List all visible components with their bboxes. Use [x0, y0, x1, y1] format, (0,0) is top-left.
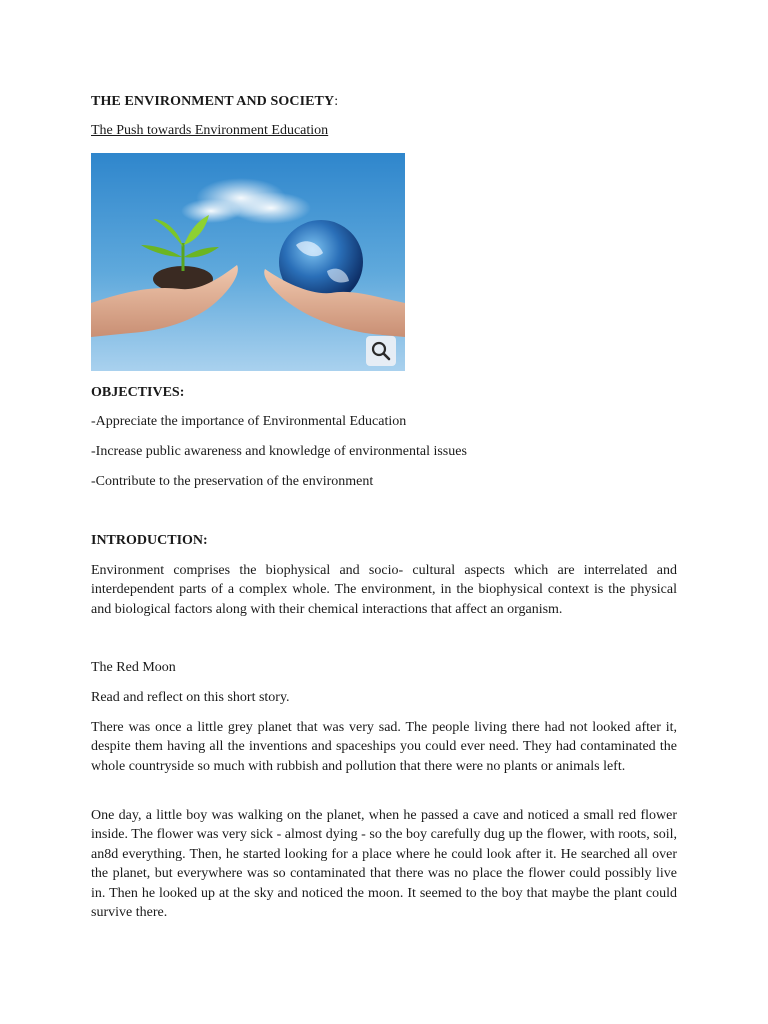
introduction-paragraph: Environment comprises the biophysical and socio- cultural aspects which are interrelated and interdependent parts of a complex whole. The environment, in the biophysical context is the physical and biological factors along with their chemical interactions that affect an organism. — [91, 563, 677, 617]
zoom-image-button[interactable] — [366, 336, 396, 366]
magnifier-icon — [371, 341, 391, 361]
document-title: THE ENVIRONMENT AND SOCIETY: — [91, 94, 339, 109]
story-paragraph: There was once a little grey planet that was very sad. The people living there had not looked after it, despite them having all the inventions and spaceships you could ever need. They had contaminated the whole countryside so much with rubbish and pollution that there were no plants or animals left. — [91, 720, 677, 774]
story-paragraph: One day, a little boy was walking on the planet, when he passed a cave and noticed a small red flower inside. The flower was very sick - almost dying - so the boy carefully dug up the flower, with roots, soil, an8d everything. Then, he started looking for a place where he could look after it. He searched all over the planet, but everywhere was so contaminated that there was no place the flower could possibly live in. Then he looked up at the sky and noticed the moon. It seemed to the boy that maybe the plant could survive there. — [91, 808, 677, 921]
introduction-heading: INTRODUCTION: — [91, 533, 208, 548]
objective-item: -Contribute to the preservation of the environment — [91, 474, 374, 489]
document-subtitle: The Push towards Environment Education — [91, 123, 329, 138]
objective-item: -Appreciate the importance of Environmental Education — [91, 414, 407, 429]
story-title: The Red Moon — [91, 660, 176, 675]
hands-plant-earth-image — [91, 153, 405, 371]
objective-item: -Increase public awareness and knowledge of environmental issues — [91, 444, 467, 459]
objectives-heading: OBJECTIVES: — [91, 385, 185, 400]
story-instruction: Read and reflect on this short story. — [91, 690, 290, 705]
